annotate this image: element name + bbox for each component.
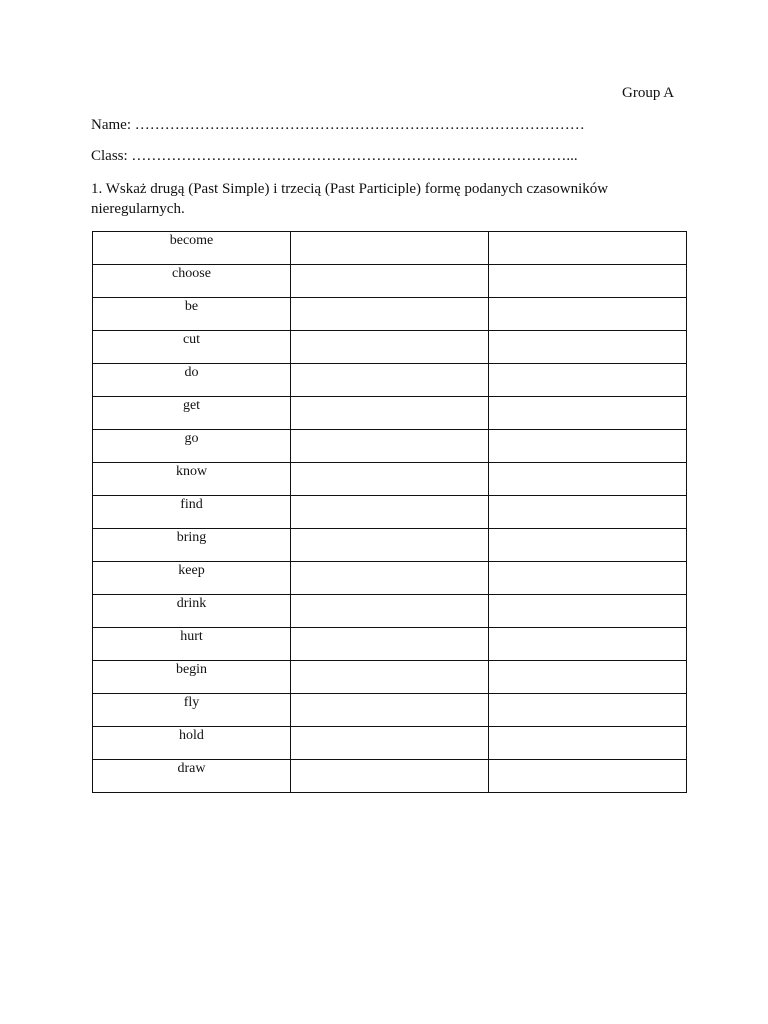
past-participle-answer-cell[interactable] <box>489 727 687 760</box>
verb-cell <box>93 364 291 397</box>
past-participle-answer-cell[interactable] <box>489 661 687 694</box>
verb-label: hurt <box>180 629 203 644</box>
table-row <box>93 661 687 694</box>
verb-label: drink <box>176 596 207 611</box>
past-simple-answer-cell[interactable] <box>291 595 489 628</box>
verb-cell <box>93 298 291 331</box>
verb-cell <box>93 265 291 298</box>
verb-label: cut <box>182 332 201 347</box>
verb-table-body <box>93 232 687 793</box>
verb-label: do <box>184 365 199 380</box>
past-simple-answer-cell[interactable] <box>291 430 489 463</box>
past-participle-answer-cell[interactable] <box>489 562 687 595</box>
verb-cell <box>93 694 291 727</box>
verb-label: go <box>184 431 199 446</box>
past-simple-answer-cell[interactable] <box>291 628 489 661</box>
verb-label: keep <box>178 563 205 578</box>
verb-cell <box>93 661 291 694</box>
past-participle-answer-cell[interactable] <box>489 628 687 661</box>
past-simple-answer-cell[interactable] <box>291 463 489 496</box>
past-participle-answer-cell[interactable] <box>489 364 687 397</box>
table-row <box>93 265 687 298</box>
past-participle-answer-cell[interactable] <box>489 232 687 265</box>
verb-cell <box>93 463 291 496</box>
table-row <box>93 331 687 364</box>
verb-label: be <box>184 299 199 314</box>
past-participle-answer-cell[interactable] <box>489 496 687 529</box>
verb-cell <box>93 628 291 661</box>
past-participle-answer-cell[interactable] <box>489 331 687 364</box>
past-participle-answer-cell[interactable] <box>489 595 687 628</box>
verb-cell <box>93 760 291 793</box>
verb-cell <box>93 430 291 463</box>
verb-label: fly <box>183 695 200 710</box>
past-simple-answer-cell[interactable] <box>291 298 489 331</box>
past-participle-answer-cell[interactable] <box>489 298 687 331</box>
past-participle-answer-cell[interactable] <box>489 760 687 793</box>
past-simple-answer-cell[interactable] <box>291 397 489 430</box>
table-row <box>93 430 687 463</box>
table-row <box>93 628 687 661</box>
past-simple-answer-cell[interactable] <box>291 364 489 397</box>
past-simple-answer-cell[interactable] <box>291 727 489 760</box>
past-participle-answer-cell[interactable] <box>489 397 687 430</box>
verb-label: know <box>175 464 208 479</box>
verb-label: bring <box>176 530 207 545</box>
verb-label: choose <box>172 266 211 281</box>
past-simple-answer-cell[interactable] <box>291 232 489 265</box>
table-row <box>93 463 687 496</box>
table-row <box>93 760 687 793</box>
table-row <box>93 232 687 265</box>
verb-cell <box>93 232 291 265</box>
table-row <box>93 364 687 397</box>
verb-cell <box>93 595 291 628</box>
past-simple-answer-cell[interactable] <box>291 331 489 364</box>
table-row <box>93 694 687 727</box>
verb-forms-table <box>92 231 687 793</box>
past-simple-answer-cell[interactable] <box>291 760 489 793</box>
past-simple-answer-cell[interactable] <box>291 265 489 298</box>
past-participle-answer-cell[interactable] <box>489 430 687 463</box>
table-row <box>93 529 687 562</box>
table-row <box>93 496 687 529</box>
class-line: Class: ……………………………………………………………………………... <box>91 148 578 164</box>
past-simple-answer-cell[interactable] <box>291 529 489 562</box>
table-row <box>93 298 687 331</box>
table-row <box>93 397 687 430</box>
verb-label: find <box>180 497 203 512</box>
verb-label: hold <box>179 728 204 743</box>
past-simple-answer-cell[interactable] <box>291 694 489 727</box>
table-row <box>93 595 687 628</box>
past-participle-answer-cell[interactable] <box>489 529 687 562</box>
table-row <box>93 727 687 760</box>
past-participle-answer-cell[interactable] <box>489 463 687 496</box>
table-row <box>93 562 687 595</box>
past-simple-answer-cell[interactable] <box>291 562 489 595</box>
verb-cell <box>93 562 291 595</box>
exercise-instruction: 1. Wskaż drugą (Past Simple) i trzecią (Past Participle) formę podanych czasowników nieregularnych. <box>91 181 609 217</box>
past-simple-answer-cell[interactable] <box>291 496 489 529</box>
verb-cell <box>93 529 291 562</box>
past-participle-answer-cell[interactable] <box>489 265 687 298</box>
name-line: Name: ……………………………………………………………………………… <box>91 117 585 133</box>
verb-label: begin <box>175 662 208 677</box>
past-simple-answer-cell[interactable] <box>291 661 489 694</box>
verb-cell <box>93 496 291 529</box>
past-participle-answer-cell[interactable] <box>489 694 687 727</box>
verb-cell <box>93 727 291 760</box>
verb-cell <box>93 331 291 364</box>
verb-label: become <box>169 233 214 248</box>
group-label: Group A <box>622 85 675 101</box>
verb-cell <box>93 397 291 430</box>
verb-label: draw <box>177 761 206 776</box>
verb-label: get <box>182 398 201 413</box>
